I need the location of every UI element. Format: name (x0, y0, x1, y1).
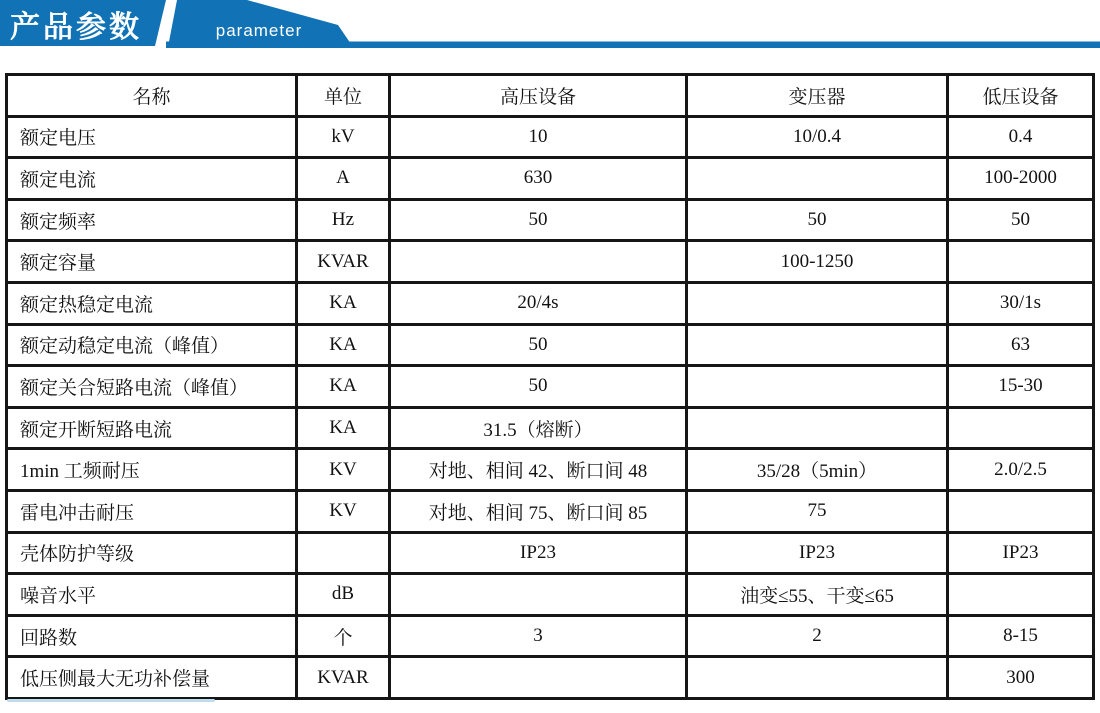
param-name-cell: 额定关合短路电流（峰值） (7, 366, 297, 408)
table-body (7, 116, 1094, 698)
table-row (7, 574, 1094, 616)
param-value-cell: 35/28（5min） (687, 449, 948, 491)
param-value-cell: KV (297, 449, 390, 491)
param-value-cell: 50 (390, 366, 687, 408)
param-value-cell: 油变≤55、干变≤65 (687, 574, 948, 616)
param-value-cell: 50 (948, 199, 1094, 241)
param-value-cell (948, 574, 1094, 616)
param-value-cell: 10/0.4 (687, 116, 948, 158)
param-value-cell (687, 324, 948, 366)
table-row (7, 241, 1094, 283)
param-value-cell: 对地、相间 42、断口间 48 (390, 449, 687, 491)
param-value-cell: KA (297, 407, 390, 449)
next-section-sliver (7, 699, 215, 702)
param-value-cell (948, 490, 1094, 532)
page-title: 产品参数 (10, 11, 142, 44)
param-name-cell: 1min 工频耐压 (7, 449, 297, 491)
param-value-cell: 2 (687, 615, 948, 657)
table-row (7, 615, 1094, 657)
param-value-cell (687, 407, 948, 449)
param-value-cell: 50 (390, 199, 687, 241)
param-value-cell: 75 (687, 490, 948, 532)
param-value-cell: 个 (297, 615, 390, 657)
column-header-lv-equipment: 低压设备 (948, 75, 1094, 117)
param-value-cell: 630 (390, 158, 687, 200)
param-name-cell: 额定开断短路电流 (7, 407, 297, 449)
param-value-cell: IP23 (390, 532, 687, 574)
param-value-cell: IP23 (687, 532, 948, 574)
table-row (7, 532, 1094, 574)
param-value-cell: 8-15 (948, 615, 1094, 657)
param-value-cell: 10 (390, 116, 687, 158)
param-value-cell: dB (297, 574, 390, 616)
param-value-cell (687, 282, 948, 324)
banner-ribbon-shape (0, 0, 1100, 52)
column-header-hv-equipment: 高压设备 (390, 75, 687, 117)
param-value-cell: Hz (297, 199, 390, 241)
param-value-cell (687, 366, 948, 408)
param-value-cell: 对地、相间 75、断口间 85 (390, 490, 687, 532)
param-value-cell: KVAR (297, 241, 390, 283)
param-value-cell (687, 158, 948, 200)
table-header (7, 75, 1094, 117)
param-value-cell: 31.5（熔断） (390, 407, 687, 449)
param-value-cell: 20/4s (390, 282, 687, 324)
table-row (7, 324, 1094, 366)
param-value-cell: KV (297, 490, 390, 532)
banner (0, 0, 1100, 52)
page-subtitle: parameter (215, 21, 303, 40)
param-value-cell: 100-2000 (948, 158, 1094, 200)
column-header-name: 名称 (7, 75, 297, 117)
parameter-table (5, 73, 1095, 700)
param-name-cell: 雷电冲击耐压 (7, 490, 297, 532)
table-row (7, 282, 1094, 324)
param-value-cell: 0.4 (948, 116, 1094, 158)
param-value-cell: kV (297, 116, 390, 158)
param-name-cell: 额定频率 (7, 199, 297, 241)
param-value-cell (390, 241, 687, 283)
param-name-cell: 额定动稳定电流（峰值） (7, 324, 297, 366)
param-name-cell: 壳体防护等级 (7, 532, 297, 574)
param-value-cell: 30/1s (948, 282, 1094, 324)
param-value-cell: KA (297, 324, 390, 366)
param-value-cell (948, 241, 1094, 283)
table-row (7, 158, 1094, 200)
param-value-cell: 50 (390, 324, 687, 366)
table-row (7, 490, 1094, 532)
table-row (7, 199, 1094, 241)
param-value-cell (390, 657, 687, 699)
param-name-cell: 额定容量 (7, 241, 297, 283)
column-header-transformer: 变压器 (687, 75, 948, 117)
param-value-cell: 100-1250 (687, 241, 948, 283)
param-name-cell: 额定热稳定电流 (7, 282, 297, 324)
param-name-cell: 低压侧最大无功补偿量 (7, 657, 297, 699)
param-value-cell: 15-30 (948, 366, 1094, 408)
table-row (7, 407, 1094, 449)
param-value-cell: 2.0/2.5 (948, 449, 1094, 491)
param-value-cell: KA (297, 282, 390, 324)
param-value-cell (390, 574, 687, 616)
param-value-cell: KA (297, 366, 390, 408)
param-value-cell: IP23 (948, 532, 1094, 574)
param-value-cell: 50 (687, 199, 948, 241)
param-value-cell: KVAR (297, 657, 390, 699)
param-name-cell: 额定电压 (7, 116, 297, 158)
param-name-cell: 回路数 (7, 615, 297, 657)
param-value-cell: A (297, 158, 390, 200)
table-row (7, 366, 1094, 408)
param-value-cell: 3 (390, 615, 687, 657)
param-value-cell: 63 (948, 324, 1094, 366)
column-header-unit: 单位 (297, 75, 390, 117)
table-row (7, 116, 1094, 158)
param-value-cell: 300 (948, 657, 1094, 699)
param-value-cell (687, 657, 948, 699)
table-row (7, 657, 1094, 699)
param-name-cell: 噪音水平 (7, 574, 297, 616)
table-row (7, 449, 1094, 491)
header-row (7, 75, 1094, 117)
param-value-cell (297, 532, 390, 574)
param-name-cell: 额定电流 (7, 158, 297, 200)
param-value-cell (948, 407, 1094, 449)
